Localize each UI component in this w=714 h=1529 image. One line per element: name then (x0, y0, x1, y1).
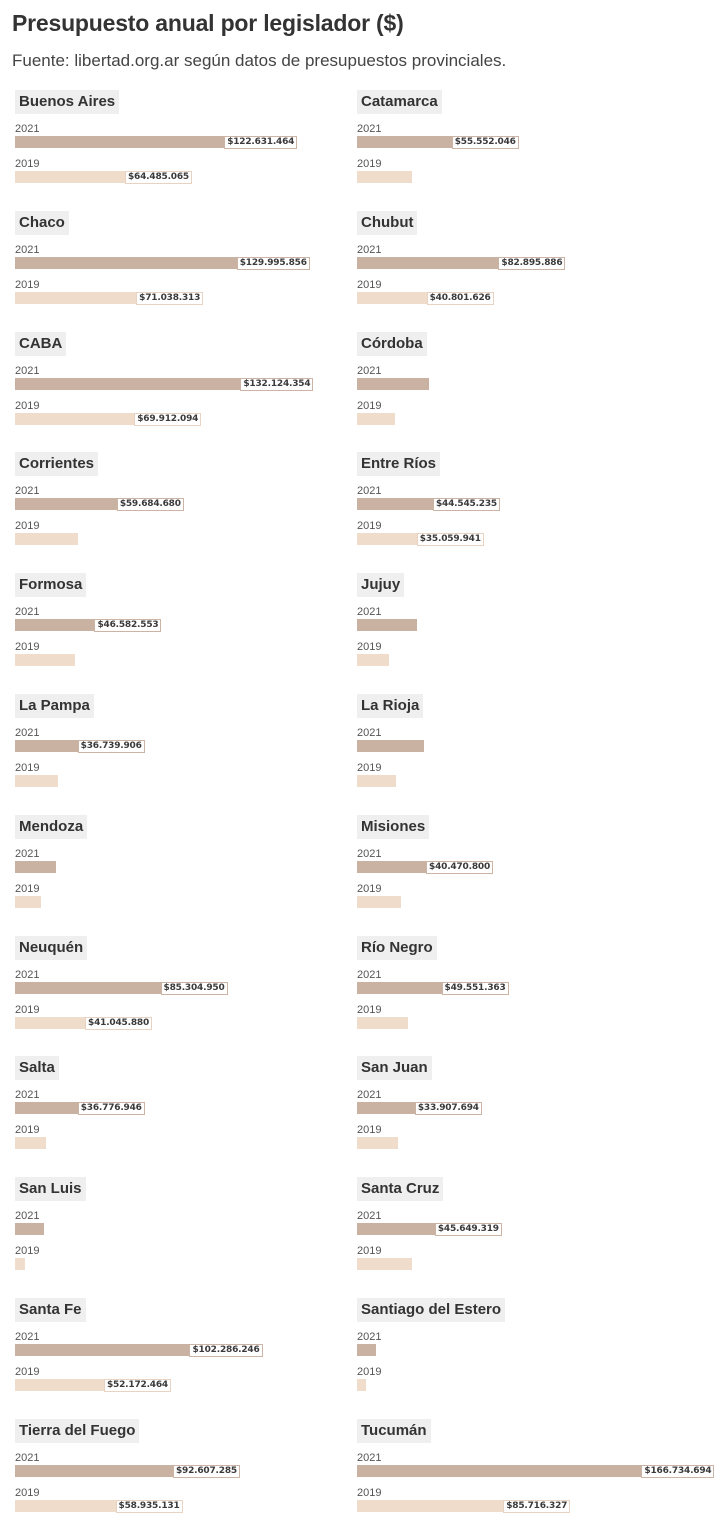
bar-2019 (357, 896, 401, 908)
chart-title: Presupuesto anual por legislador ($) (12, 10, 404, 36)
series-label-2021: 2021 (15, 1089, 40, 1102)
data-label-2021: $44.545.235 (433, 498, 500, 511)
series-label-2019: 2019 (357, 1124, 382, 1137)
panel-buenos-aires (15, 90, 335, 200)
panel-neuquén (15, 936, 335, 1046)
bar-2019 (15, 1017, 85, 1029)
series-label-2019: 2019 (15, 278, 40, 291)
panel-san-luis (15, 1177, 335, 1287)
data-label-2021: $122.631.464 (224, 136, 297, 149)
panel-chaco (15, 211, 335, 321)
data-label-2019: $58.935.131 (116, 1500, 183, 1513)
data-label-2019: $52.172.464 (104, 1379, 171, 1392)
series-label-2021: 2021 (15, 123, 40, 135)
bar-2021 (15, 378, 240, 390)
panel-title: Santa Cruz (357, 1177, 443, 1201)
bar-2021 (357, 378, 429, 390)
bar-2019 (15, 413, 134, 425)
series-label-2021: 2021 (357, 485, 382, 498)
panel-caba (15, 332, 335, 442)
panel-title: Entre Ríos (357, 452, 440, 476)
bar-2019 (15, 1258, 25, 1270)
panel-title: Buenos Aires (15, 90, 119, 114)
panel-río-negro (357, 936, 677, 1046)
series-label-2021: 2021 (357, 968, 382, 981)
panel-title: San Luis (15, 1177, 86, 1201)
series-label-2021: 2021 (15, 1210, 40, 1223)
series-label-2021: 2021 (15, 364, 40, 377)
bar-2021 (357, 740, 424, 752)
bar-2021 (357, 136, 452, 148)
data-label-2021: $45.649.319 (435, 1223, 502, 1236)
bar-2021 (357, 619, 417, 631)
data-label-2021: $85.304.950 (161, 982, 228, 995)
panel-title: La Pampa (15, 694, 94, 718)
panel-title: Salta (15, 1056, 59, 1080)
panel-title: CABA (15, 332, 66, 356)
series-label-2019: 2019 (357, 882, 382, 895)
bar-2019 (15, 171, 125, 183)
series-label-2019: 2019 (357, 158, 382, 170)
series-label-2019: 2019 (357, 399, 382, 412)
panel-santa-cruz (357, 1177, 677, 1287)
series-label-2021: 2021 (15, 606, 40, 619)
data-label-2021: $166.734.694 (641, 1465, 714, 1478)
bar-2021 (15, 498, 117, 510)
data-label-2019: $64.485.065 (125, 171, 192, 184)
bar-2019 (357, 1137, 398, 1149)
series-label-2019: 2019 (357, 641, 382, 654)
panel-santiago-del-estero (357, 1298, 677, 1408)
series-label-2021: 2021 (15, 968, 40, 981)
series-label-2021: 2021 (357, 1331, 382, 1343)
panel-formosa (15, 573, 335, 683)
bar-2019 (357, 1379, 366, 1391)
bar-2021 (357, 1465, 641, 1477)
panel-chubut (357, 211, 677, 321)
series-label-2019: 2019 (357, 1245, 382, 1258)
panel-catamarca (357, 90, 677, 200)
panel-title: Corrientes (15, 452, 98, 476)
data-label-2021: $40.470.800 (426, 861, 493, 874)
bar-2019 (357, 1500, 503, 1512)
panel-title: Río Negro (357, 936, 437, 960)
series-label-2019: 2019 (357, 1366, 382, 1378)
bar-2021 (15, 861, 56, 873)
series-label-2021: 2021 (357, 123, 382, 135)
data-label-2021: $33.907.694 (415, 1102, 482, 1115)
series-label-2019: 2019 (15, 1245, 40, 1258)
panel-title: Mendoza (15, 815, 87, 839)
series-label-2021: 2021 (357, 1089, 382, 1102)
panel-title: Chaco (15, 211, 69, 235)
data-label-2021: $46.582.553 (94, 619, 161, 632)
bar-2019 (357, 775, 396, 787)
data-label-2019: $41.045.880 (85, 1017, 152, 1030)
data-label-2019: $85.716.327 (503, 1500, 570, 1513)
data-label-2021: $55.552.046 (452, 136, 519, 149)
panel-title: La Rioja (357, 694, 423, 718)
series-label-2021: 2021 (15, 1331, 40, 1343)
data-label-2021: $132.124.354 (240, 378, 313, 391)
series-label-2019: 2019 (15, 1003, 40, 1016)
series-label-2021: 2021 (15, 1451, 40, 1464)
data-label-2019: $35.059.941 (417, 533, 484, 546)
data-label-2019: $71.038.313 (136, 292, 203, 305)
series-label-2021: 2021 (15, 243, 40, 256)
panel-title: Formosa (15, 573, 86, 597)
bar-2021 (357, 257, 498, 269)
series-label-2021: 2021 (357, 606, 382, 619)
bar-2021 (357, 1344, 376, 1356)
series-label-2021: 2021 (357, 243, 382, 256)
bar-2019 (15, 533, 78, 545)
series-label-2019: 2019 (357, 1003, 382, 1016)
data-label-2019: $40.801.626 (427, 292, 494, 305)
series-label-2021: 2021 (15, 847, 40, 860)
bar-2019 (15, 1137, 46, 1149)
panel-title: Misiones (357, 815, 429, 839)
bar-2019 (357, 292, 427, 304)
bar-2019 (15, 654, 75, 666)
panel-córdoba (357, 332, 677, 442)
data-label-2021: $36.739.906 (78, 740, 145, 753)
series-label-2019: 2019 (15, 641, 40, 654)
panel-title: Santa Fe (15, 1298, 86, 1322)
panel-santa-fe (15, 1298, 335, 1408)
bar-2021 (15, 257, 237, 269)
series-label-2019: 2019 (357, 1486, 382, 1499)
series-label-2019: 2019 (15, 399, 40, 412)
series-label-2019: 2019 (15, 1486, 40, 1499)
series-label-2019: 2019 (357, 520, 382, 533)
series-label-2019: 2019 (15, 882, 40, 895)
bar-2019 (15, 775, 58, 787)
series-label-2019: 2019 (15, 762, 40, 774)
series-label-2021: 2021 (357, 364, 382, 377)
bar-2021 (15, 740, 78, 752)
data-label-2021: $49.551.363 (442, 982, 509, 995)
panel-tucumán (357, 1419, 712, 1529)
bar-2019 (15, 292, 136, 304)
panel-salta (15, 1056, 335, 1166)
series-label-2021: 2021 (15, 727, 40, 739)
bar-2021 (15, 619, 94, 631)
bar-2021 (15, 1223, 44, 1235)
panel-title: Santiago del Estero (357, 1298, 505, 1322)
series-label-2019: 2019 (15, 520, 40, 533)
panel-tierra-del-fuego (15, 1419, 335, 1529)
panel-jujuy (357, 573, 677, 683)
bar-2019 (15, 1379, 104, 1391)
panel-title: Catamarca (357, 90, 442, 114)
data-label-2021: $82.895.886 (498, 257, 565, 270)
panel-title: San Juan (357, 1056, 432, 1080)
series-label-2021: 2021 (357, 1451, 382, 1464)
series-label-2019: 2019 (357, 278, 382, 291)
data-label-2021: $102.286.246 (189, 1344, 262, 1357)
data-label-2021: $92.607.285 (173, 1465, 240, 1478)
series-label-2019: 2019 (15, 158, 40, 170)
series-label-2019: 2019 (357, 762, 382, 774)
data-label-2021: $129.995.856 (237, 257, 310, 270)
bar-2021 (15, 982, 161, 994)
chart-subtitle: Fuente: libertad.org.ar según datos de presupuestos provinciales. (12, 51, 507, 70)
bar-2021 (357, 1102, 415, 1114)
series-label-2019: 2019 (15, 1366, 40, 1378)
series-label-2021: 2021 (15, 485, 40, 498)
series-label-2021: 2021 (357, 1210, 382, 1223)
bar-2019 (357, 413, 395, 425)
panel-title: Córdoba (357, 332, 427, 356)
bar-2021 (357, 861, 426, 873)
panel-misiones (357, 815, 677, 925)
bar-2021 (15, 136, 224, 148)
data-label-2021: $36.776.946 (78, 1102, 145, 1115)
panel-title: Neuquén (15, 936, 87, 960)
bar-2019 (357, 1017, 408, 1029)
bar-2019 (357, 533, 417, 545)
panel-la-pampa (15, 694, 335, 804)
data-label-2021: $59.684.680 (117, 498, 184, 511)
data-label-2019: $69.912.094 (134, 413, 201, 426)
panel-title: Chubut (357, 211, 417, 235)
bar-2021 (15, 1465, 173, 1477)
bar-2021 (15, 1102, 78, 1114)
series-label-2019: 2019 (15, 1124, 40, 1137)
bar-2019 (357, 171, 412, 183)
bar-2019 (357, 654, 389, 666)
panel-entre-ríos (357, 452, 677, 562)
panel-title: Tierra del Fuego (15, 1419, 139, 1443)
bar-2019 (15, 896, 41, 908)
panel-title: Jujuy (357, 573, 404, 597)
series-label-2021: 2021 (357, 727, 382, 739)
panel-mendoza (15, 815, 335, 925)
panel-la-rioja (357, 694, 677, 804)
panel-corrientes (15, 452, 335, 562)
bar-2019 (15, 1500, 116, 1512)
bar-2021 (357, 982, 442, 994)
panel-title: Tucumán (357, 1419, 431, 1443)
bar-2021 (357, 1223, 435, 1235)
bar-2021 (15, 1344, 189, 1356)
bar-2019 (357, 1258, 412, 1270)
series-label-2021: 2021 (357, 847, 382, 860)
panel-san-juan (357, 1056, 677, 1166)
bar-2021 (357, 498, 433, 510)
